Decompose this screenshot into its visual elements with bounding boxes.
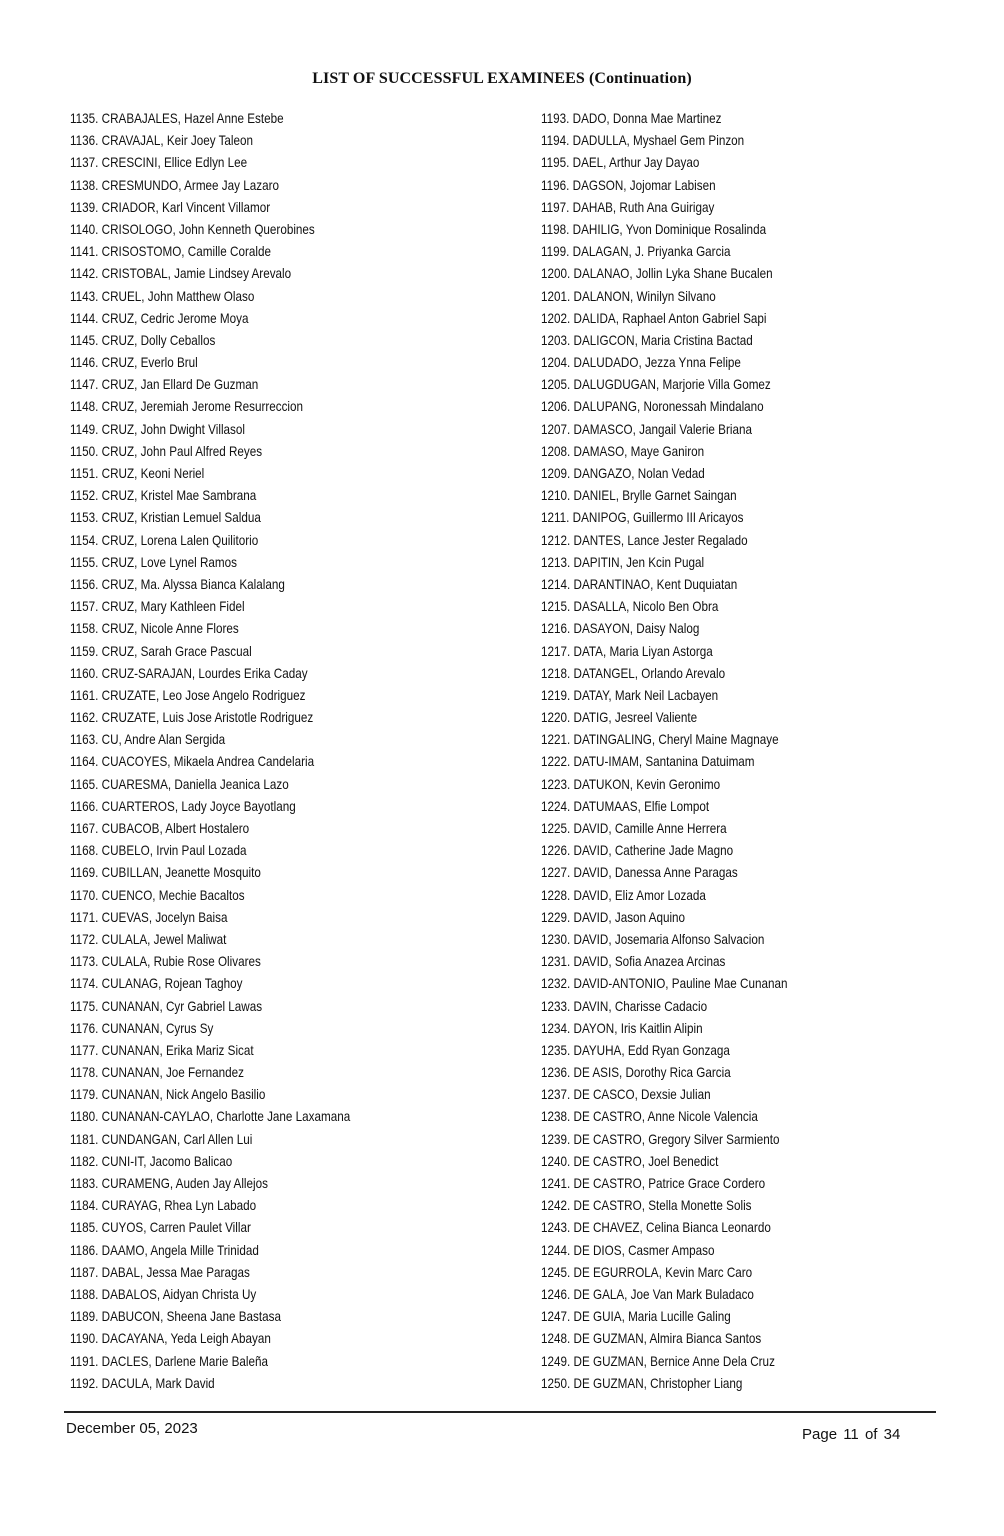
examinee-entry: 1141. CRISOSTOMO, Camille Coralde xyxy=(70,244,271,260)
examinee-entry: 1232. DAVID-ANTONIO, Pauline Mae Cunanan xyxy=(541,976,788,992)
examinee-entry: 1173. CULALA, Rubie Rose Olivares xyxy=(70,954,261,970)
examinee-entry: 1229. DAVID, Jason Aquino xyxy=(541,909,686,925)
examinee-entry: 1183. CURAMENG, Auden Jay Allejos xyxy=(70,1176,268,1191)
examinee-entry: 1225. DAVID, Camille Anne Herrera xyxy=(541,821,727,836)
examinee-entry: 1235. DAYUHA, Edd Ryan Gonzaga xyxy=(541,1042,730,1058)
examinee-entry: 1146. CRUZ, Everlo Brul xyxy=(70,355,198,371)
examinee-entry: 1152. CRUZ, Kristel Mae Sambrana xyxy=(70,488,257,504)
examinee-entry: 1247. DE GUIA, Maria Lucille Galing xyxy=(541,1309,731,1325)
examinee-entry: 1199. DALAGAN, J. Priyanka Garcia xyxy=(541,244,731,260)
examinee-entry: 1150. CRUZ, John Paul Alfred Reyes xyxy=(70,443,263,459)
examinee-entry: 1155. CRUZ, Love Lynel Ramos xyxy=(70,554,238,570)
examinee-entry: 1193. DADO, Donna Mae Martinez xyxy=(541,111,722,126)
examinee-entry: 1204. DALUDADO, Jezza Ynna Felipe xyxy=(541,355,741,371)
examinee-entry: 1166. CUARTEROS, Lady Joyce Bayotlang xyxy=(70,798,296,814)
examinee-entry: 1169. CUBILLAN, Jeanette Mosquito xyxy=(70,865,261,881)
examinee-entry: 1226. DAVID, Catherine Jade Magno xyxy=(541,843,734,859)
examinee-entry: 1249. DE GUZMAN, Bernice Anne Dela Cruz xyxy=(541,1353,775,1369)
examinee-entry: 1192. DACULA, Mark David xyxy=(70,1375,215,1391)
examinee-entry: 1209. DANGAZO, Nolan Vedad xyxy=(541,466,705,481)
examinee-entry: 1203. DALIGCON, Maria Cristina Bactad xyxy=(541,332,753,348)
examinee-entry: 1160. CRUZ-SARAJAN, Lourdes Erika Caday xyxy=(70,665,308,681)
examinee-entry: 1191. DACLES, Darlene Marie Baleña xyxy=(70,1353,268,1369)
examinee-list-left xyxy=(70,108,510,1395)
examinee-entry: 1214. DARANTINAO, Kent Duquiatan xyxy=(541,576,738,592)
examinee-entry: 1154. CRUZ, Lorena Lalen Quilitorio xyxy=(70,532,259,548)
page-number: Page 11 of 34 xyxy=(802,1426,901,1443)
examinee-entry: 1243. DE CHAVEZ, Celina Bianca Leonardo xyxy=(541,1220,771,1236)
examinee-entry: 1220. DATIG, Jesreel Valiente xyxy=(541,710,698,726)
examinee-entry: 1201. DALANON, Winilyn Silvano xyxy=(541,288,716,304)
page-title: LIST OF SUCCESSFUL EXAMINEES (Continuation) xyxy=(312,70,692,87)
examinee-entry: 1197. DAHAB, Ruth Ana Guirigay xyxy=(541,199,715,215)
examinee-entry: 1139. CRIADOR, Karl Vincent Villamor xyxy=(70,199,271,215)
examinee-entry: 1138. CRESMUNDO, Armee Jay Lazaro xyxy=(70,177,279,193)
examinee-entry: 1210. DANIEL, Brylle Garnet Saingan xyxy=(541,488,737,504)
examinee-entry: 1143. CRUEL, John Matthew Olaso xyxy=(70,288,255,304)
examinee-entry: 1230. DAVID, Josemaria Alfonso Salvacion xyxy=(541,931,765,947)
examinee-entry: 1248. DE GUZMAN, Almira Bianca Santos xyxy=(541,1331,762,1347)
examinee-entry: 1239. DE CASTRO, Gregory Silver Sarmiento xyxy=(541,1131,780,1147)
examinee-entry: 1228. DAVID, Eliz Amor Lozada xyxy=(541,887,706,903)
examinee-entry: 1158. CRUZ, Nicole Anne Flores xyxy=(70,621,239,637)
examinee-entry: 1240. DE CASTRO, Joel Benedict xyxy=(541,1153,719,1169)
examinee-entry: 1151. CRUZ, Keoni Neriel xyxy=(70,466,205,481)
examinee-entry: 1180. CUNANAN-CAYLAO, Charlotte Jane Laxamana xyxy=(70,1109,351,1125)
examinee-entry: 1202. DALIDA, Raphael Anton Gabriel Sapi xyxy=(541,310,767,326)
examinee-entry: 1196. DAGSON, Jojomar Labisen xyxy=(541,177,716,193)
examinee-entry: 1176. CUNANAN, Cyrus Sy xyxy=(70,1020,214,1036)
examinee-entry: 1177. CUNANAN, Erika Mariz Sicat xyxy=(70,1042,254,1058)
examinee-entry: 1198. DAHILIG, Yvon Dominique Rosalinda xyxy=(541,221,767,237)
examinee-entry: 1163. CU, Andre Alan Sergida xyxy=(70,732,226,748)
examinee-entry: 1179. CUNANAN, Nick Angelo Basilio xyxy=(70,1087,266,1103)
examinee-entry: 1212. DANTES, Lance Jester Regalado xyxy=(541,532,748,548)
examinee-entry: 1167. CUBACOB, Albert Hostalero xyxy=(70,821,250,836)
examinee-entry: 1184. CURAYAG, Rhea Lyn Labado xyxy=(70,1198,257,1214)
examinee-entry: 1164. CUACOYES, Mikaela Andrea Candelaria xyxy=(70,754,315,770)
examinee-list-right xyxy=(541,108,981,1395)
examinee-entry: 1171. CUEVAS, Jocelyn Baisa xyxy=(70,909,228,925)
examinee-entry: 1250. DE GUZMAN, Christopher Liang xyxy=(541,1375,743,1391)
examinee-entry: 1246. DE GALA, Joe Van Mark Buladaco xyxy=(541,1286,754,1302)
examinee-entry: 1223. DATUKON, Kevin Geronimo xyxy=(541,776,721,792)
footer-date: December 05, 2023 xyxy=(66,1420,198,1437)
examinee-entry: 1231. DAVID, Sofia Anazea Arcinas xyxy=(541,954,726,970)
examinee-entry: 1147. CRUZ, Jan Ellard De Guzman xyxy=(70,377,259,393)
examinee-entry: 1162. CRUZATE, Luis Jose Aristotle Rodriguez xyxy=(70,710,314,726)
examinee-entry: 1165. CUARESMA, Daniella Jeanica Lazo xyxy=(70,776,289,792)
examinee-entry: 1205. DALUGDUGAN, Marjorie Villa Gomez xyxy=(541,377,771,393)
examinee-entry: 1217. DATA, Maria Liyan Astorga xyxy=(541,643,713,659)
footer-divider xyxy=(64,1411,936,1413)
examinee-entry: 1233. DAVIN, Charisse Cadacio xyxy=(541,998,708,1014)
examinee-entry: 1236. DE ASIS, Dorothy Rica Garcia xyxy=(541,1065,731,1081)
examinee-entry: 1149. CRUZ, John Dwight Villasol xyxy=(70,421,246,437)
examinee-entry: 1213. DAPITIN, Jen Kcin Pugal xyxy=(541,554,705,570)
examinee-entry: 1140. CRISOLOGO, John Kenneth Querobines xyxy=(70,221,315,237)
examinee-entry: 1207. DAMASCO, Jangail Valerie Briana xyxy=(541,421,752,437)
examinee-entry: 1181. CUNDANGAN, Carl Allen Lui xyxy=(70,1131,253,1147)
examinee-entry: 1182. CUNI-IT, Jacomo Balicao xyxy=(70,1153,233,1169)
examinee-entry: 1168. CUBELO, Irvin Paul Lozada xyxy=(70,843,247,859)
examinee-entry: 1188. DABALOS, Aidyan Christa Uy xyxy=(70,1286,257,1302)
examinee-entry: 1175. CUNANAN, Cyr Gabriel Lawas xyxy=(70,998,263,1014)
examinee-entry: 1215. DASALLA, Nicolo Ben Obra xyxy=(541,599,719,615)
examinee-entry: 1208. DAMASO, Maye Ganiron xyxy=(541,443,705,459)
examinee-entry: 1157. CRUZ, Mary Kathleen Fidel xyxy=(70,599,245,615)
examinee-entry: 1244. DE DIOS, Casmer Ampaso xyxy=(541,1242,715,1258)
examinee-entry: 1200. DALANAO, Jollin Lyka Shane Bucalen xyxy=(541,266,773,282)
examinee-entry: 1161. CRUZATE, Leo Jose Angelo Rodriguez xyxy=(70,687,306,703)
examinee-entry: 1234. DAYON, Iris Kaitlin Alipin xyxy=(541,1020,703,1036)
examinee-entry: 1241. DE CASTRO, Patrice Grace Cordero xyxy=(541,1176,766,1191)
examinee-entry: 1194. DADULLA, Myshael Gem Pinzon xyxy=(541,133,745,149)
examinee-entry: 1218. DATANGEL, Orlando Arevalo xyxy=(541,665,726,681)
examinee-entry: 1135. CRABAJALES, Hazel Anne Estebe xyxy=(70,111,284,126)
examinee-entry: 1178. CUNANAN, Joe Fernandez xyxy=(70,1065,244,1081)
examinee-entry: 1195. DAEL, Arthur Jay Dayao xyxy=(541,155,700,171)
examinee-entry: 1153. CRUZ, Kristian Lemuel Saldua xyxy=(70,510,261,526)
examinee-entry: 1136. CRAVAJAL, Keir Joey Taleon xyxy=(70,133,254,149)
examinee-entry: 1237. DE CASCO, Dexsie Julian xyxy=(541,1087,711,1103)
examinee-entry: 1185. CUYOS, Carren Paulet Villar xyxy=(70,1220,251,1236)
examinee-entry: 1238. DE CASTRO, Anne Nicole Valencia xyxy=(541,1109,758,1125)
examinee-entry: 1187. DABAL, Jessa Mae Paragas xyxy=(70,1264,250,1280)
examinee-entry: 1222. DATU-IMAM, Santanina Datuimam xyxy=(541,754,755,770)
examinee-entry: 1144. CRUZ, Cedric Jerome Moya xyxy=(70,310,249,326)
examinee-entry: 1211. DANIPOG, Guillermo III Aricayos xyxy=(541,510,744,526)
examinee-entry: 1206. DALUPANG, Noronessah Mindalano xyxy=(541,399,764,415)
examinee-entry: 1170. CUENCO, Mechie Bacaltos xyxy=(70,887,245,903)
examinee-entry: 1137. CRESCINI, Ellice Edlyn Lee xyxy=(70,155,248,171)
examinee-entry: 1221. DATINGALING, Cheryl Maine Magnaye xyxy=(541,732,779,748)
examinee-entry: 1190. DACAYANA, Yeda Leigh Abayan xyxy=(70,1331,271,1347)
examinee-entry: 1245. DE EGURROLA, Kevin Marc Caro xyxy=(541,1264,753,1280)
examinee-entry: 1145. CRUZ, Dolly Ceballos xyxy=(70,332,216,348)
examinee-entry: 1159. CRUZ, Sarah Grace Pascual xyxy=(70,643,252,659)
examinee-entry: 1148. CRUZ, Jeremiah Jerome Resurreccion xyxy=(70,399,304,415)
examinee-entry: 1156. CRUZ, Ma. Alyssa Bianca Kalalang xyxy=(70,576,285,592)
examinee-entry: 1142. CRISTOBAL, Jamie Lindsey Arevalo xyxy=(70,266,292,282)
examinee-entry: 1224. DATUMAAS, Elfie Lompot xyxy=(541,798,710,814)
examinee-entry: 1216. DASAYON, Daisy Nalog xyxy=(541,621,700,637)
examinee-entry: 1227. DAVID, Danessa Anne Paragas xyxy=(541,865,738,881)
examinee-entry: 1189. DABUCON, Sheena Jane Bastasa xyxy=(70,1309,281,1325)
examinee-entry: 1172. CULALA, Jewel Maliwat xyxy=(70,931,227,947)
examinee-entry: 1242. DE CASTRO, Stella Monette Solis xyxy=(541,1198,752,1214)
examinee-entry: 1186. DAAMO, Angela Mille Trinidad xyxy=(70,1242,259,1258)
examinee-entry: 1174. CULANAG, Rojean Taghoy xyxy=(70,976,243,992)
examinee-entry: 1219. DATAY, Mark Neil Lacbayen xyxy=(541,687,719,703)
